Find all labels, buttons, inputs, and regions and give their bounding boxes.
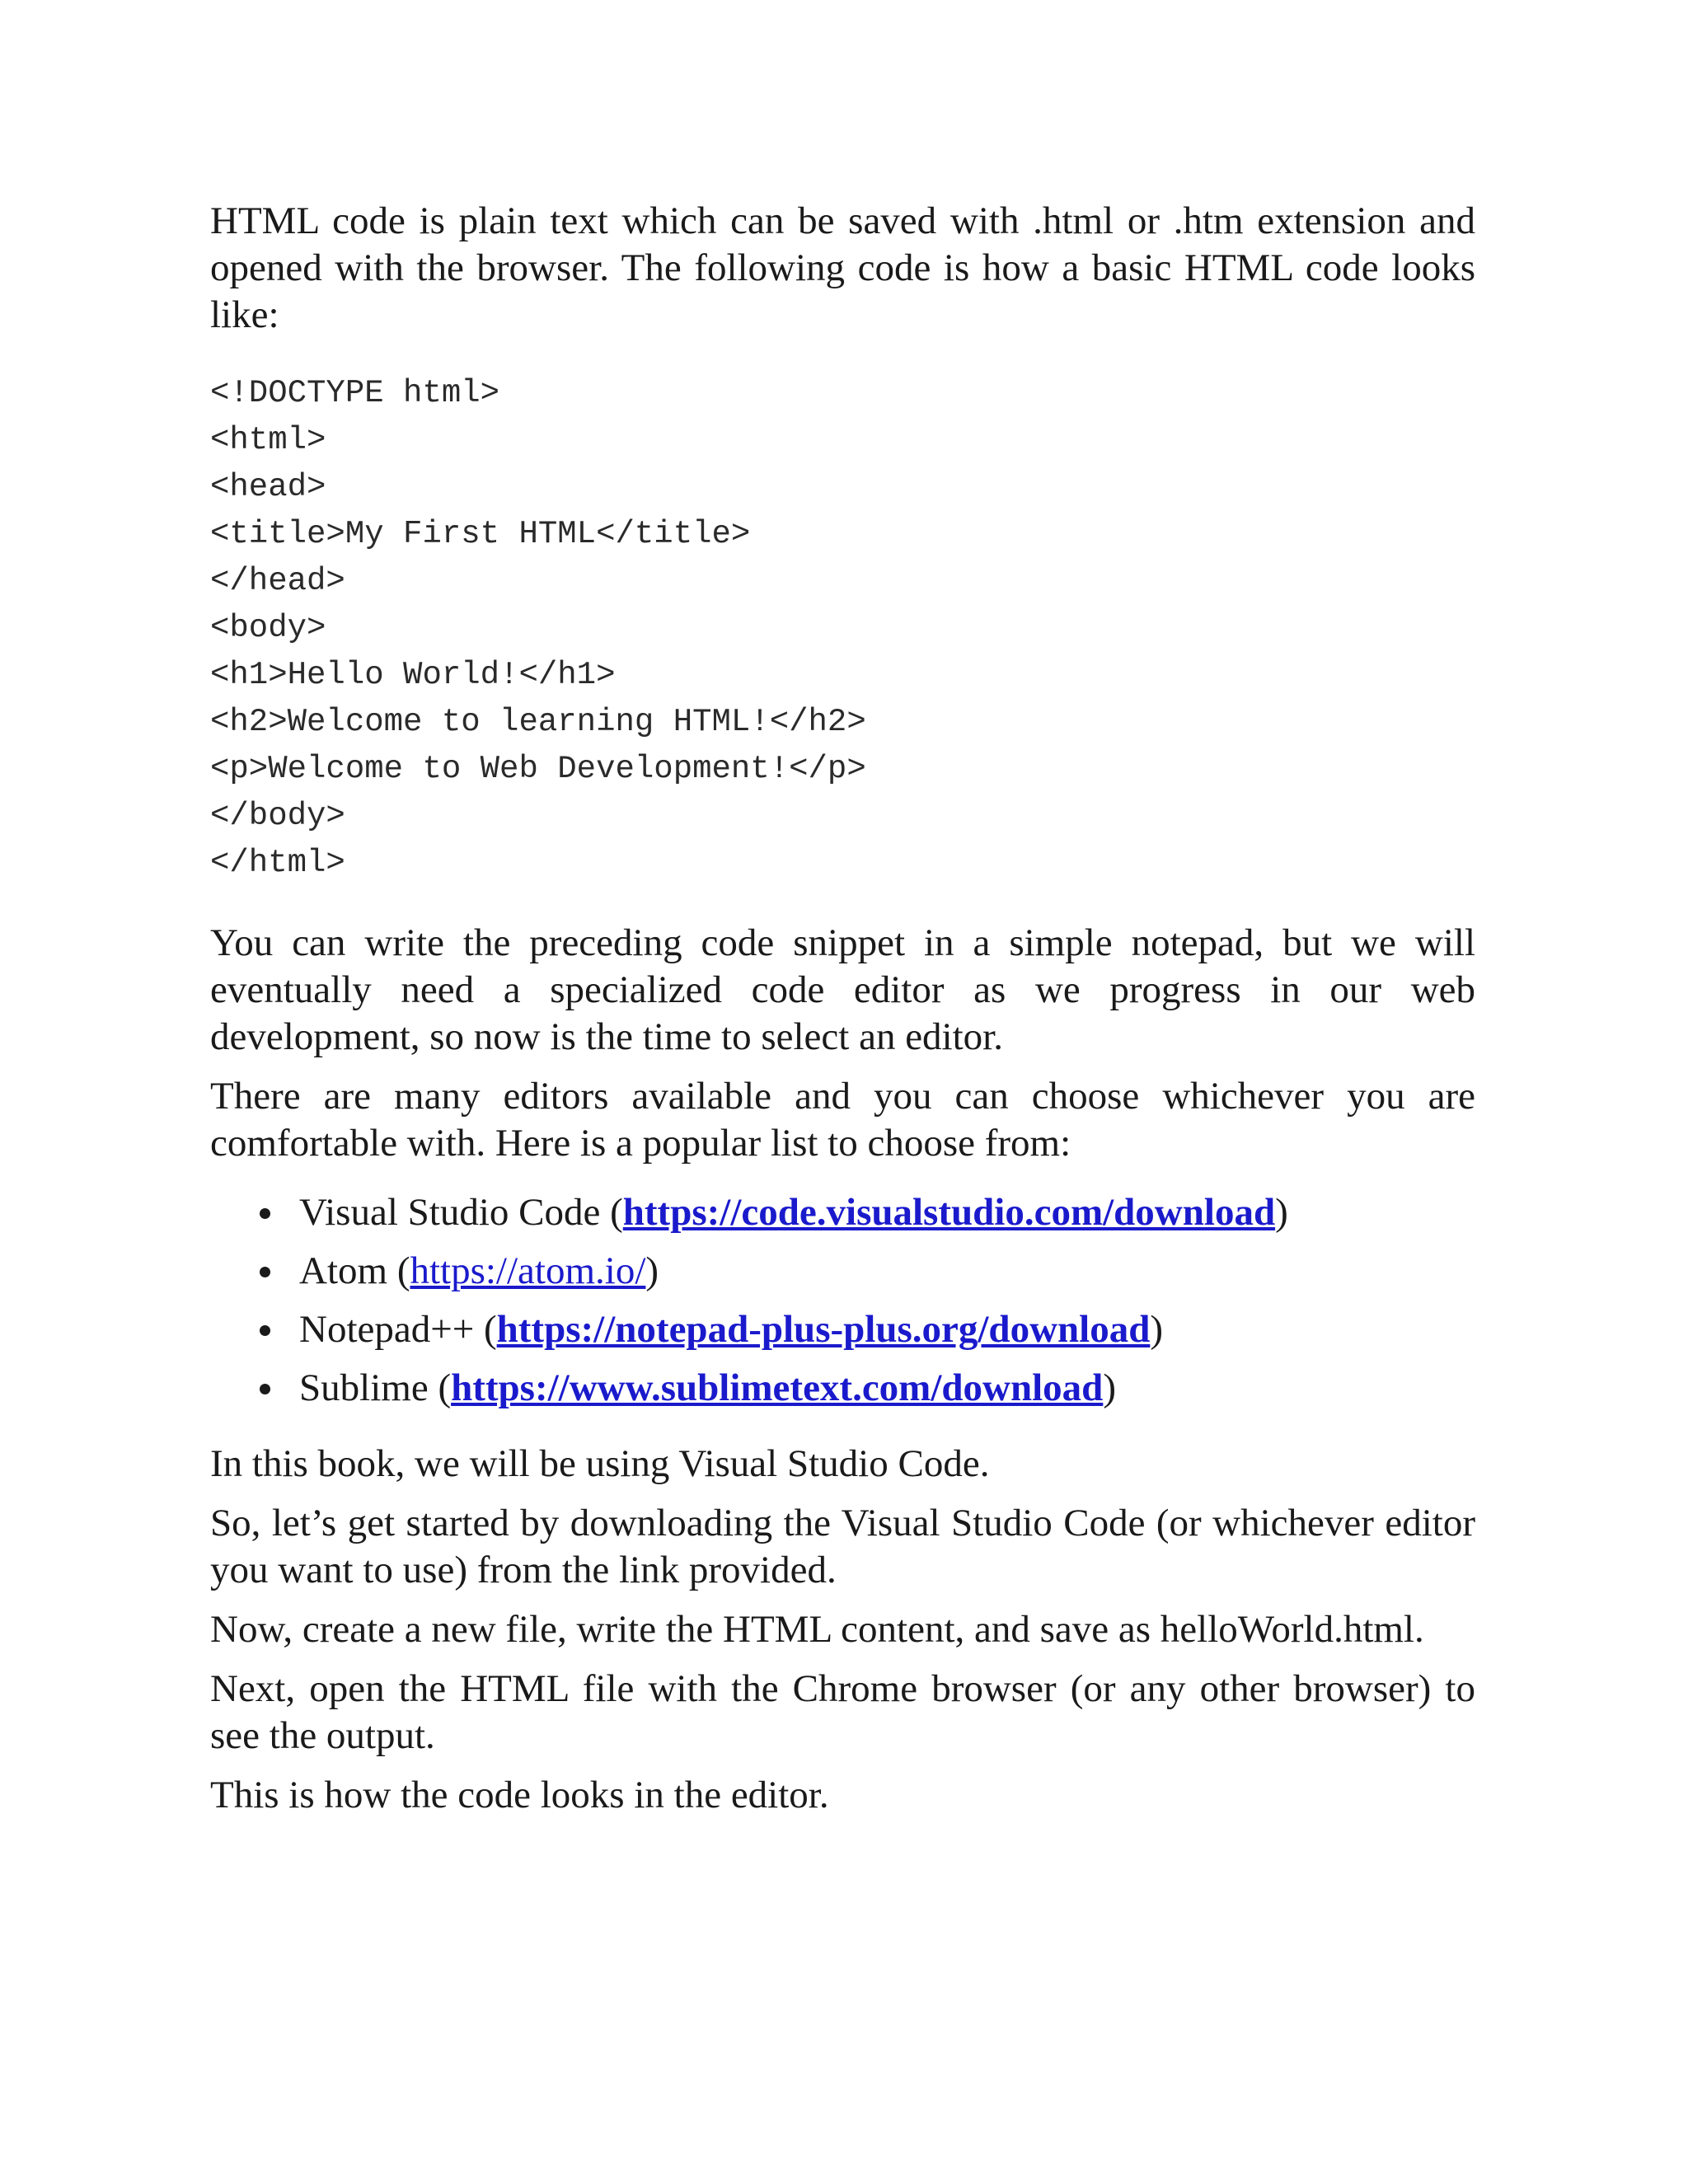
intro-paragraph: HTML code is plain text which can be saved with .html or .htm extension and opened with the browser. The following code is how a basic HTML code looks like: [210, 199, 1475, 336]
bullet-icon [260, 1208, 270, 1219]
document-page [210, 198, 1475, 1831]
editors-available-paragraph: There are many editors available and you can choose whichever you are comfortable with. Here is a popular list to choose from: [210, 1075, 1475, 1165]
editor-view-paragraph: This is how the code looks in the editor. [210, 1774, 829, 1816]
list-item-vscode [210, 1183, 1475, 1242]
editor-name: Atom [299, 1249, 388, 1292]
open-browser-paragraph: Next, open the HTML file with the Chrome browser (or any other browser) to see the output. [210, 1667, 1475, 1757]
code-line: <body> [210, 610, 326, 646]
close-paren: ) [645, 1249, 659, 1292]
code-line: </html> [210, 845, 345, 881]
editor-need-paragraph: You can write the preceding code snippet in a simple notepad, but we will eventually need a specialized code editor as we progress in our web development, so now is the time to select an editor. [210, 921, 1475, 1058]
list-item-atom [210, 1242, 1475, 1301]
list-item-notepadpp [210, 1301, 1475, 1359]
download-paragraph: So, let’s get started by downloading the Visual Studio Code (or whichever editor you want to use) from the link provided. [210, 1502, 1475, 1591]
open-paren: ( [387, 1249, 410, 1292]
code-line: <h1>Hello World!</h1> [210, 657, 616, 693]
code-line: <!DOCTYPE html> [210, 375, 500, 411]
bullet-icon [260, 1384, 270, 1394]
code-line: <h2>Welcome to learning HTML!</h2> [210, 704, 866, 740]
code-line: <title>My First HTML</title> [210, 516, 751, 552]
code-line: <html> [210, 422, 326, 458]
open-paren: ( [428, 1366, 452, 1409]
create-file-paragraph: Now, create a new file, write the HTML content, and save as helloWorld.html. [210, 1608, 1424, 1651]
open-paren: ( [600, 1191, 623, 1234]
close-paren: ) [1103, 1366, 1116, 1409]
close-paren: ) [1150, 1308, 1164, 1351]
sublime-download-link[interactable]: https://www.sublimetext.com/download [451, 1366, 1104, 1409]
editor-name: Visual Studio Code [299, 1191, 601, 1234]
vscode-download-link[interactable]: https://code.visualstudio.com/download [622, 1191, 1276, 1234]
open-paren: ( [474, 1308, 497, 1351]
code-block [210, 370, 1475, 887]
notepadpp-download-link[interactable]: https://notepad-plus-plus.org/download [496, 1308, 1151, 1351]
list-item-sublime [210, 1359, 1475, 1418]
code-line: </head> [210, 563, 345, 599]
bullet-icon [260, 1267, 270, 1277]
code-line: <p>Welcome to Web Development!</p> [210, 751, 866, 787]
editor-name: Notepad++ [299, 1308, 475, 1351]
editor-name: Sublime [299, 1366, 429, 1409]
bullet-icon [260, 1325, 270, 1336]
atom-link[interactable]: https://atom.io/ [410, 1249, 646, 1292]
code-line: <head> [210, 469, 326, 505]
editor-list [210, 1183, 1475, 1418]
close-paren: ) [1275, 1191, 1288, 1234]
code-line: </body> [210, 798, 345, 834]
book-editor-paragraph: In this book, we will be using Visual Studio Code. [210, 1442, 990, 1485]
